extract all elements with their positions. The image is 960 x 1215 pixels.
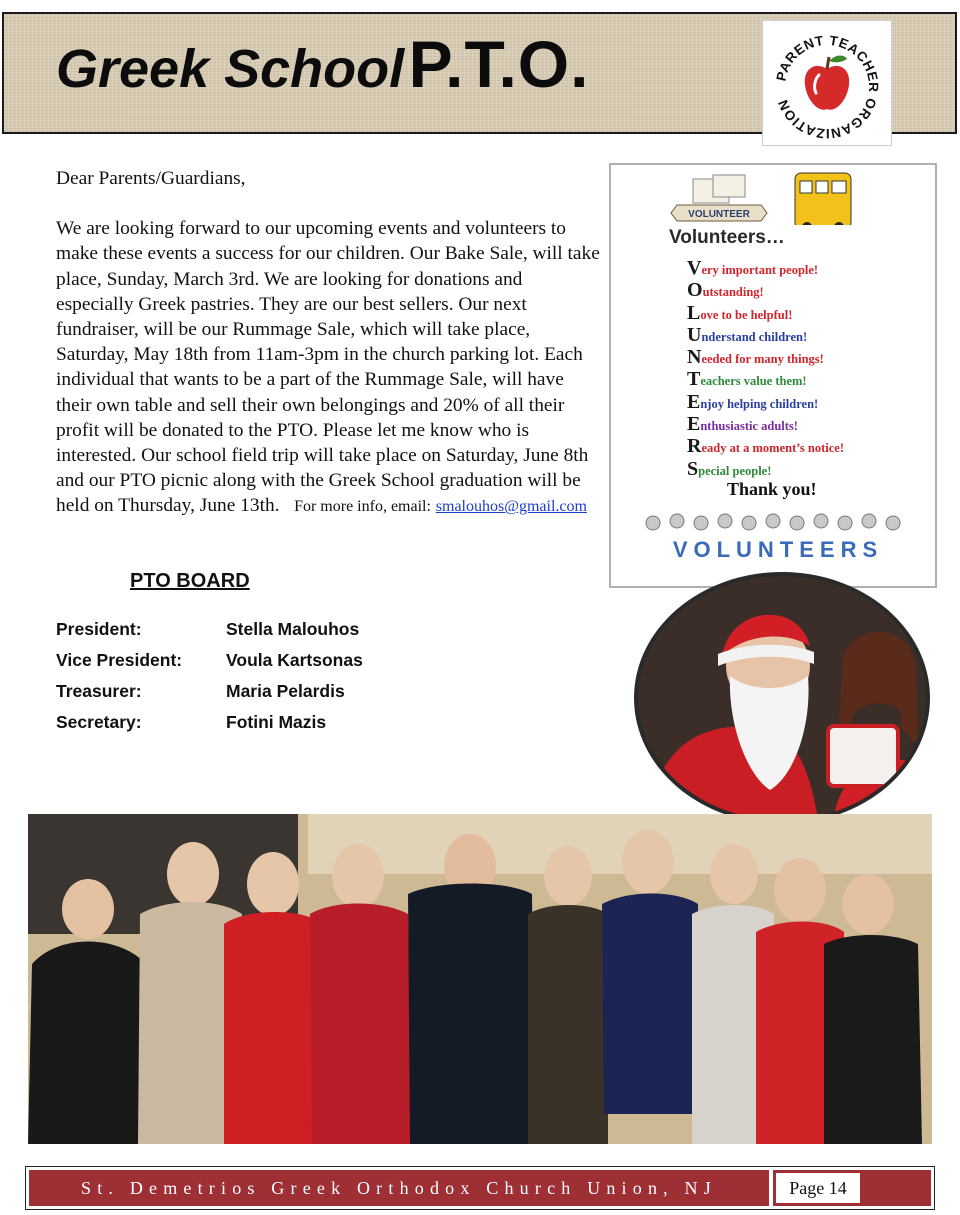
acrostic-line (687, 346, 844, 368)
board-member-name: Maria Pelardis (226, 681, 345, 701)
board-row (56, 650, 363, 681)
board-role: Secretary: (56, 712, 142, 732)
acrostic-text: njoy helping children! (700, 396, 819, 411)
more-info-text: For more info, email: (294, 498, 431, 516)
board-heading: PTO BOARD (130, 570, 250, 592)
acrostic-line (687, 435, 844, 457)
thank-you-text: Thank you! (727, 479, 817, 499)
email-link[interactable]: smalouhos@gmail.com (435, 498, 587, 516)
footer-page-box (773, 1170, 931, 1206)
board-member-name: Fotini Mazis (226, 712, 327, 732)
banner-letters: VOLUNTEERS (672, 537, 884, 562)
title-italic: Greek School (56, 39, 405, 99)
acrostic-text: utstanding! (702, 285, 764, 300)
acrostic-line (687, 302, 844, 324)
acrostic-letter: R (687, 435, 702, 458)
pto-logo (762, 20, 892, 146)
board-role: President: (56, 619, 142, 639)
board-role: Treasurer: (56, 681, 142, 701)
board-role: Vice President: (56, 650, 183, 670)
page-title (56, 26, 589, 102)
acrostic-letter: L (687, 301, 701, 324)
group-photo (28, 814, 932, 1144)
volunteers-heading: Volunteers… (669, 227, 785, 248)
school-bus-icon (795, 173, 851, 225)
board-row (56, 712, 363, 743)
acrostic-text: nthusiastic adults! (700, 419, 798, 434)
acrostic-text: nderstand children! (701, 329, 808, 344)
letter-paragraph (56, 216, 601, 519)
volunteer-sign-text: VOLUNTEER (688, 209, 750, 220)
board-list (56, 619, 363, 743)
board-member-name: Stella Malouhos (226, 619, 360, 639)
page-number: Page 14 (776, 1173, 860, 1203)
acrostic-text: ery important people! (701, 263, 819, 277)
acrostic-line (687, 458, 844, 480)
board-member-name: Voula Kartsonas (226, 650, 363, 670)
acrostic-text: eady at a moment’s notice! (701, 441, 845, 456)
acrostic-letter: E (687, 413, 701, 436)
poster-clipart (611, 165, 935, 225)
acrostic-letter: V (687, 257, 702, 279)
page-footer (25, 1166, 935, 1210)
acrostic-text: ove to be helpful! (700, 307, 793, 322)
logo-ring-text: PARENT TEACHER ORGANIZATION (773, 32, 882, 142)
greeting: Dear Parents/Guardians, (56, 168, 246, 189)
acrostic-letter: N (687, 346, 702, 369)
acrostic-text: eeded for many things! (701, 352, 824, 367)
volunteer-poster (609, 163, 937, 588)
acrostic-letter: O (687, 279, 703, 302)
acrostic-line (687, 279, 844, 301)
acrostic-letter: E (687, 390, 701, 413)
santa-photo-graphic (638, 576, 926, 820)
title-bold: P.T.O. (408, 27, 590, 101)
acrostic-line (687, 368, 844, 390)
acrostic-letter: S (687, 457, 699, 480)
letter-text: We are looking forward to our upcoming events and volunteers to make these events a success for our children. Our Bake Sale, will take place, Sunday, March 3rd. We are looking for donations and especially Greek pastries. They are our best sellers. Our next fundraiser, will be our Rummage Sale, which will take place, Saturday, May 18th from 11am-3pm in the church parking lot. Each individual that wants to be a part of the Rummage Sale, will have their own table and sell their own belongings and 20% of all their profit will be donated to the PTO. Please let me know who is interested. Our school field trip will take place on Saturday, June 8th and our PTO picnic along with the Greek School graduation will be held on Thursday, June 13th. (56, 218, 600, 517)
acrostic-letter: T (687, 368, 701, 391)
acrostic-text: eachers value them! (700, 374, 807, 389)
acrostic-line (687, 413, 844, 435)
acrostic-line (687, 391, 844, 413)
acrostic-line (687, 257, 844, 279)
board-row (56, 681, 363, 712)
acrostic-line (687, 324, 844, 346)
apple-icon (805, 56, 849, 110)
letter-body (56, 166, 601, 520)
group-photo-graphic (28, 814, 932, 1144)
volunteers-banner (639, 511, 917, 569)
acrostic-letter: U (687, 323, 702, 346)
acrostic-text: pecial people! (698, 463, 772, 478)
footer-church-name: St. Demetrios Greek Orthodox Church Union, NJ (29, 1170, 769, 1206)
santa-photo (634, 572, 930, 824)
board-row (56, 619, 363, 650)
volunteer-acrostic (687, 257, 844, 480)
pto-logo-graphic (763, 21, 891, 145)
volunteer-sign-icon (671, 175, 767, 221)
